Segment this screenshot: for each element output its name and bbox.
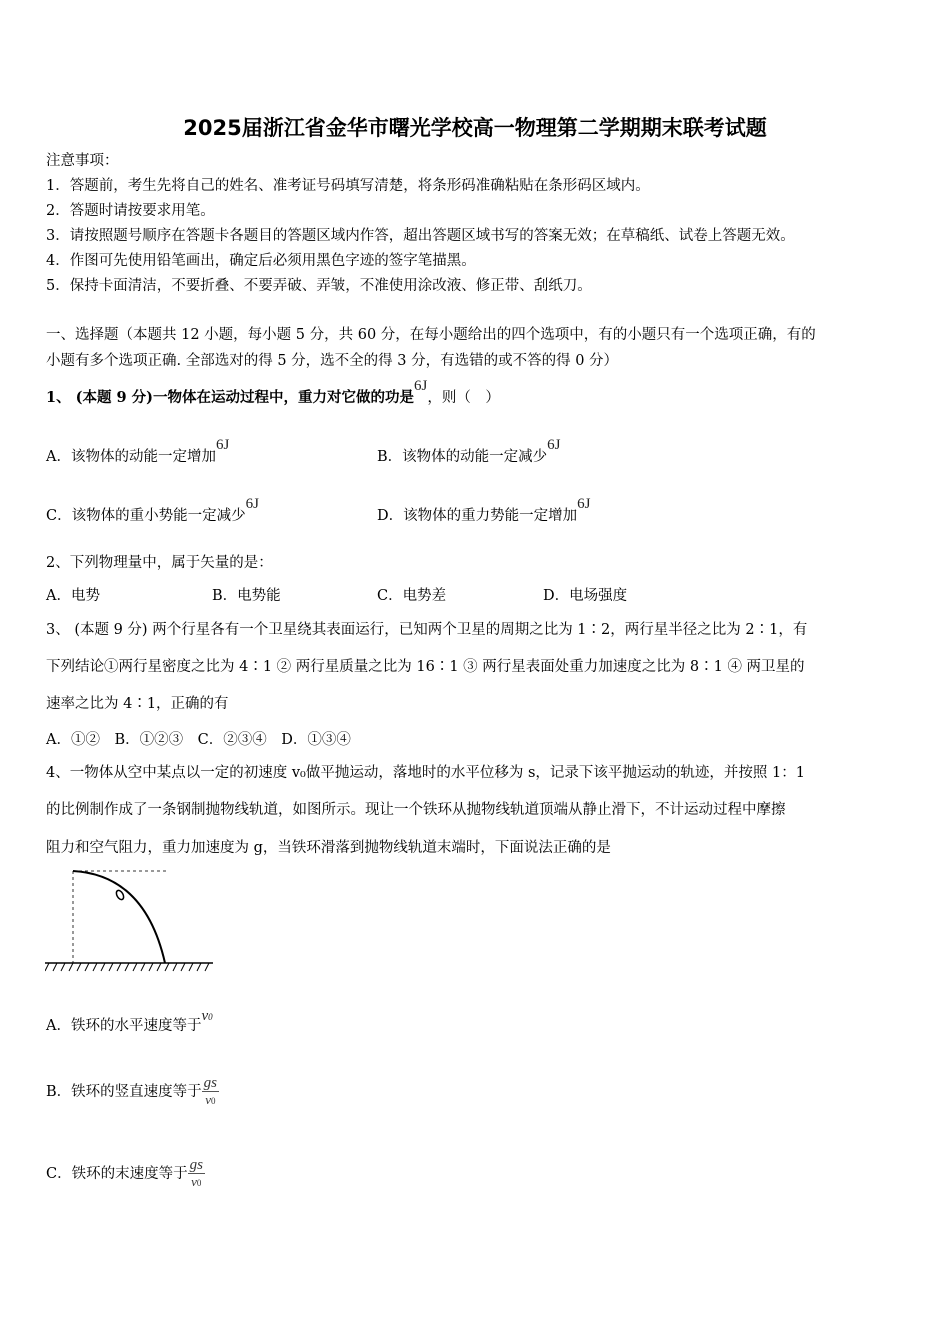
q4-option-c-fraction bbox=[188, 1157, 205, 1191]
q1-stem-end: ，则（ ） bbox=[427, 390, 500, 406]
notice-item: 4．作图可先使用铅笔画出，确定后必须用黑色字迹的签字笔描黑。 bbox=[46, 253, 476, 269]
v-subscript: 0 bbox=[210, 1096, 216, 1106]
q2-stem: 2、下列物理量中，属于矢量的是： bbox=[46, 555, 273, 571]
q1-option-a-math: 6J bbox=[215, 437, 230, 453]
notice-item: 1．答题前，考生先将自己的姓名、准考证号码填写清楚，将条形码准确粘贴在条形码区域内。 bbox=[46, 178, 650, 194]
q2-option-b: B．电势能 bbox=[212, 588, 281, 604]
notice-item: 3．请按照题号顺序在答题卡各题目的答题区域内作答，超出答题区域书写的答案无效；在草稿纸、试卷上答题无效。 bbox=[46, 228, 795, 244]
q4-option-c bbox=[46, 1150, 205, 1198]
v-symbol: v bbox=[191, 1174, 197, 1189]
q2-option-c: C．电势差 bbox=[377, 588, 447, 604]
q4-option-a-text: A．铁环的水平速度等于 bbox=[46, 1018, 202, 1034]
notice-heading: 注意事项： bbox=[46, 153, 119, 169]
q1-work-math: 6J bbox=[414, 378, 428, 394]
q4-stem-line2: 的比例制作成了一条钢制抛物线轨道，如图所示。现让一个铁环从抛物线轨道顶端从静止滑下，不计运动过程中摩擦 bbox=[46, 802, 786, 818]
q1-stem-text: 1、 (本题 9 分)一物体在运动过程中，重力对它做的功是 bbox=[46, 389, 415, 406]
figure-background bbox=[45, 865, 215, 977]
q4-option-c-text: C．铁环的末速度等于 bbox=[46, 1166, 188, 1182]
q1-option-c-text: C．该物体的重小势能一定减少 bbox=[46, 508, 246, 524]
section-heading-line1: 一、选择题（本题共 12 小题，每小题 5 分，共 60 分，在每小题给出的四个选项中，有的小题只有一个选项正确，有的 bbox=[46, 327, 816, 343]
q3-stem-line2: 下列结论①两行星密度之比为 4∶1 ② 两行星质量之比为 16∶1 ③ 两行星表面处重力加速度之比为 8∶1 ④ 两卫星的 bbox=[46, 659, 805, 675]
q3-options: A．①② B．①②③ C．②③④ D．①③④ bbox=[46, 732, 351, 748]
q1-option-d-text: D．该物体的重力势能一定增加 bbox=[377, 508, 578, 524]
page-title: 2025届浙江省金华市曙光学校高一物理第二学期期末联考试题 bbox=[183, 116, 767, 140]
q1-option-a bbox=[46, 437, 230, 467]
q1-option-b bbox=[377, 437, 561, 467]
q1-option-b-text: B．该物体的动能一定减少 bbox=[377, 449, 548, 465]
q4-option-b-text: B．铁环的竖直速度等于 bbox=[46, 1084, 202, 1100]
parabola-track-figure bbox=[45, 865, 215, 977]
q3-stem-line1: 3、 (本题 9 分) 两个行星各有一个卫星绕其表面运行，已知两个卫星的周期之比为 1∶2，两行星半径之比为 2∶1，有 bbox=[46, 622, 808, 638]
v-subscript: 0 bbox=[196, 1178, 202, 1188]
q1-option-c-math: 6J bbox=[245, 496, 259, 512]
notice-item: 5．保持卡面清洁，不要折叠、不要弄破、弄皱，不准使用涂改液、修正带、刮纸刀。 bbox=[46, 278, 592, 294]
q1-option-b-math: 6J bbox=[547, 437, 561, 453]
section-heading-line2: 小题有多个选项正确. 全部选对的得 5 分，选不全的得 3 分，有选错的或不答的得 0 分） bbox=[46, 353, 619, 369]
fraction-denominator bbox=[202, 1092, 219, 1109]
v-symbol: v bbox=[201, 1008, 209, 1024]
q4-option-a-math bbox=[201, 1008, 212, 1024]
v-symbol: v bbox=[205, 1092, 211, 1107]
fraction-numerator: gs bbox=[189, 1157, 203, 1173]
v-subscript: 0 bbox=[208, 1012, 213, 1022]
q4-option-b bbox=[46, 1068, 219, 1116]
q1-option-d bbox=[377, 496, 591, 526]
fraction-numerator: gs bbox=[203, 1075, 217, 1091]
q4-option-b-fraction bbox=[202, 1075, 219, 1109]
notice-item: 2．答题时请按要求用笔。 bbox=[46, 203, 215, 219]
q1-option-c bbox=[46, 496, 259, 526]
q1-stem bbox=[46, 378, 500, 408]
q1-option-a-text: A．该物体的动能一定增加 bbox=[46, 449, 216, 465]
q4-stem-line1: 4、一物体从空中某点以一定的初速度 v₀做平抛运动，落地时的水平位移为 s，记录下该平抛运动的轨迹，并按照 1：1 bbox=[46, 765, 805, 781]
q4-stem-line3: 阻力和空气阻力，重力加速度为 g，当铁环滑落到抛物线轨道末端时，下面说法正确的是 bbox=[46, 840, 611, 856]
fraction-denominator bbox=[188, 1174, 205, 1191]
q2-option-a: A．电势 bbox=[46, 588, 100, 604]
q2-option-d: D．电场强度 bbox=[543, 588, 628, 604]
q1-option-d-math: 6J bbox=[577, 496, 591, 512]
q3-stem-line3: 速率之比为 4∶1，正确的有 bbox=[46, 696, 229, 712]
q4-option-a bbox=[46, 1008, 213, 1037]
